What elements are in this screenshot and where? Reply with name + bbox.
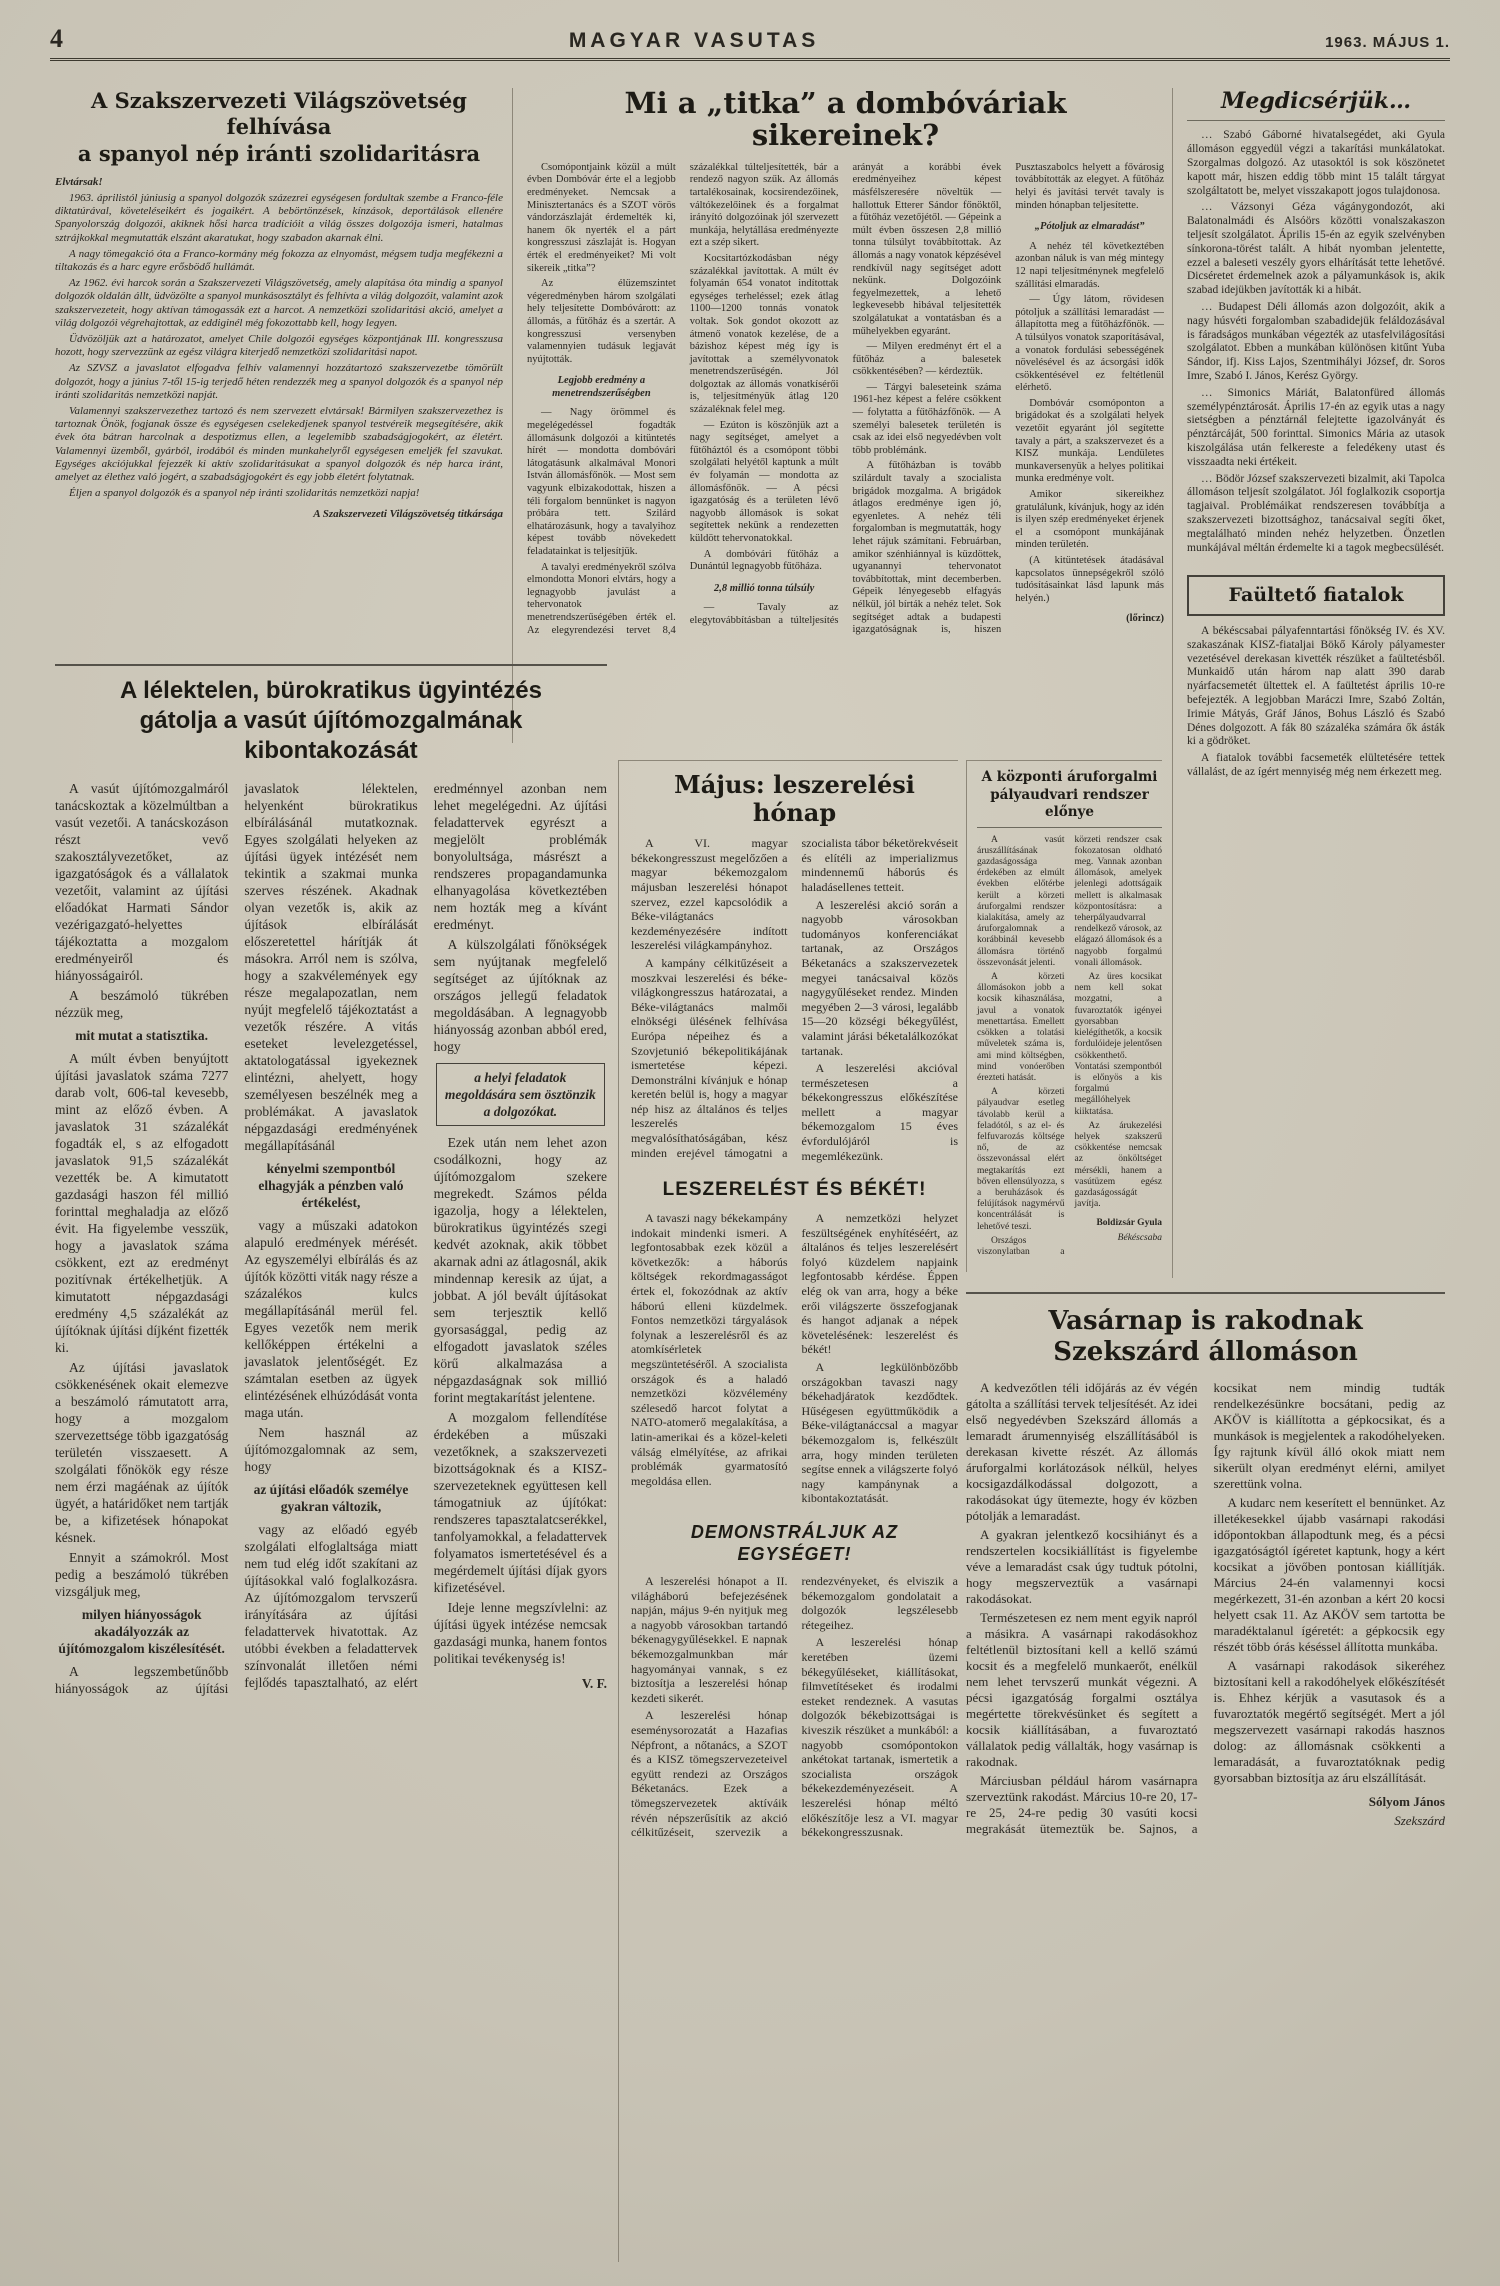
body-paragraph: A vasút áruszállításának gazdaságossága érdekében az elmúlt években előtérbe került a körzeti áruforgalmi rendszer kialakítása, amely az áruforgalomnak a korábbinál kevesebb állomásra történő összevonását jelenti.	[977, 834, 1065, 968]
body-paragraph: Az üres kocsikat nem kell sokat mozgatni, a fuvaroztatók igényei gyorsabban kielégíthetők, a kocsik fordulóideje jelentősen csökkenthető. Vontatási szempontból is előnyös a kis forgalmú megállóhelyek kiiktatása.	[1074, 972, 1162, 1117]
body-paragraph: — Milyen eredményt ért el a fűtőház a balesetek csökkentésében? — kérdeztük.	[852, 341, 1002, 378]
body-paragraph: Dombóvár csomóponton a brigádokat és a szolgálati helyek vezetőit egyaránt jól segítette tavaly a párt, a szakszervezet és a KISZ munkája. Lendületes munkaversenyük a helyes politikai munka eredménye volt.	[1015, 397, 1164, 485]
body-paragraph: A beszámoló tükrében nézzük meg,	[55, 988, 229, 1020]
body-paragraph: A körzeti pályaudvar esetleg távolabb kerül a feladótól, s az el- és felfuvarozás költsége nő, de az összevonással elért megtakarítás ezt bőven ellensúlyozza, s a beruházások és felújítások nagymérvű koncentrálását is lehetővé teszi.	[977, 1087, 1065, 1232]
body-paragraph: Természetesen ez nem ment egyik napról a másikra. A vasárnapi rakodásokhoz feltétlenül biztosítani kell a kellő számú kocsit és a megfelelő munkaerőt, enélkül nem lehet tervszerű munkát végezni. A pécsi igazgatóság forgalmi osztálya megértette törekvésünket és segített a kocsik kiállításában, a fuvaroztató vállalatok pedig vállalták, hogy vasárnap is rakodnak.	[966, 1610, 1198, 1770]
body-paragraph: A leszerelési hónapot a II. világháború befejezésének napján, május 9-én nyitjuk meg a nagyobb városokban tartandó békenagygyűlésekkel. E napnak békemozgalmunkban már hagyományai vannak, s ez biztosítja a leszerelési hónap kezdeti sikerét.	[631, 1574, 788, 1705]
appeal-body	[55, 176, 503, 522]
body-paragraph: Az 1962. évi harcok során a Szakszervezeti Világszövetség, amely alapítása óta mindig a spanyol dolgozók oldalán állt, üdvözölte a spanyol munkásosztályt és felhívta a világ dolgozóit, valamint azok szakszervezeteit, hogy aktívan támogassák ezt a harcot. A nemzetközi szolidaritási akció, amelyet a világ dolgozói végrehajtottak, az eddiginél még fokozottabb kell, hogy legyen.	[55, 277, 503, 329]
signature-place: Békéscsaba	[1117, 1232, 1162, 1243]
body-paragraph: A tavaszi nagy békekampány indokait mindenki ismeri. A legfontosabbak ezek közül a következők: a háborús költségek rekordmagasságot értek el, fokozódnak az aktív háború elleni küzdelmek. Fontos nemzetközi tárgyalások folynak a leszerelésről és az atomkísérletek megszüntetéséről. A szocialista országok és a haladó nemzetközi közvélemény szélesedő harcot folytat a NATO-atomerő megalakítása, a latin-amerikai és a közel-keleti válság elmélyítése, az afrikai problémák gyarmatosító megoldása ellen.	[631, 1211, 788, 1488]
body-paragraph: — Nagy örömmel és megelégedéssel fogadták állomásunk dolgozói a kitüntetés hírét — mondotta dombóvári látogatásunk alkalmával Monori István állomásfőnök. — Most sem vagyunk elbizakodottak, hiszen a téli forgalom bennünket is nagyon próbára tett. Szilárd elhatározásunk, hogy a tavalyihoz képest tovább növekedett feladatainkat is teljesítjük.	[527, 407, 676, 557]
signature: V. F.	[581, 1676, 607, 1691]
body-paragraph: Csomópontjaink közül a múlt évben Dombóvár érte el a legjobb eredményeket. Nemcsak a Minisztertanács és a SZOT vörös vándorzászlaját érdemelték ki, hanem ők nyerték el a párt kongresszusi zászlaját is. Hogyan érték el eredményeiket? Mi volt sikereik „titka”?	[527, 161, 676, 274]
appeal-headline	[55, 88, 503, 167]
body-paragraph: A leszerelési akcióval természetesen a békekongresszus előkészítése mellett a magyar békemozgalom 15 éves évfordulójáról is megemlékezünk.	[801, 1061, 958, 1163]
majus-subhead-demonstraljuk: DEMONSTRÁLJUK AZ EGYSÉGET!	[690, 1521, 899, 1564]
body-paragraph: … Szabó Gáborné hivatalsegédet, aki Gyula állomáson eggyedül végzi a takarítási munkálatokat. Szorgalmas dolgozó. Az utasoktól is sok köszönetet kapott már, hiszen eddig több mint 15 talált tárgyat szolgáltatott be, melyet visszakapott jogos tulajdonosa.	[1187, 129, 1445, 197]
column-subhead: 2,8 millió tonna túlsúly	[713, 582, 815, 594]
body-paragraph: (A kitüntetések átadásával kapcsolatos ünnepségekről szóló tudósításainkat lásd lapunk más helyén.)	[1015, 555, 1164, 604]
body-paragraph: A nagy tömegakció óta a Franco-kormány még fokozza az elnyomást, mégsem tudja megfékezni a tiltakozás és a harc egyre erősbödő hullámát.	[55, 247, 503, 273]
appeal-headline-line2: a spanyol nép iránti szolidaritásra	[77, 140, 481, 166]
article-szekszard	[966, 1292, 1445, 2267]
body-paragraph: … Bödör József szakszervezeti bizalmit, aki Tapolca állomáson teljesít szolgálatot. Jól foglalkozik csoportja tagjaival. Problémáikat rendszeresen továbbítja a szakszervezeti bizottsághoz, tanácsaival segíti őket, megtalálható minden nehéz helyzetben. Önzetlen munkájával méltán érdemelte ki a tagok megbecsülését.	[1187, 472, 1445, 554]
body-paragraph: A legkülönbözőbb országokban tavaszi nagy békehadjáratok kezdődtek. Hűségesen együttműködik a Béke-világtanáccsal a magyar békemozgalom is, felkészült arra, hogy minden területen segítse ennek a világszerte folyó nagy kampánynak a kibontakoztatását.	[801, 1359, 958, 1506]
szekszard-headline-line1: Vasárnap is rakodnak	[1048, 1306, 1363, 1336]
lead-line: Elvtársak!	[55, 175, 103, 188]
szekszard-body	[966, 1380, 1445, 1837]
article-ujitomozgalom	[55, 664, 607, 2264]
aruforgalmi-headline-line2: pályaudvari rendszer előnye	[990, 786, 1149, 821]
body-paragraph: A dombóvári fűtőház a Dunántúl legnagyobb fűtőháza.	[689, 548, 839, 573]
body-paragraph: A nemzetközi helyzet feszültségének enyhítéséért, az általános és teljes leszerelésért folyó küzdelem napjaink legfontosabb kérdése. Éppen elég ok van arra, hogy a béke erői világszerte összefogjanak és hangot adjanak a népek követelésének: leszerelést és békét!	[801, 1211, 958, 1357]
body-paragraph: Az árukezelési helyek szakszerű csökkentése nemcsak az önköltséget mérsékli, hanem a vasútüzem egész gazdaságosságát javítja.	[1074, 1120, 1162, 1210]
body-paragraph: A fűtőházban is tovább szilárdult tavaly a szocialista brigádok mozgalma. A brigádok átlagos eredménye igen jó, egyenletes. A nehéz téli forgalomban is megmutatták, hogy lehet rájuk számítani. Februárban, amikor szénhiánnyal is küzdöttek, ugyanannyi tehervonatot továbbítottak, mint decemberben. Gépeik lényegesebb elfagyás nélkül, jól bírták a nehéz telet. Sok segítséget adtak a budapesti igazgatóságnak is, hiszen Pusztaszabolcs helyett a fővárosig továbbították az elegyet. A fűtőház helyi és javítási tervét tavaly is minden hónapban teljesítette.	[852, 161, 1164, 636]
ujitas-body	[55, 780, 607, 2260]
body-paragraph: Valamennyi szakszervezethez tartozó és nem szervezett elvtársak! Bármilyen szakszervezethez is tartoznak Önök, fogjanak össze és egységesen cselekedjenek spanyol testvéreik megsegítésére, akik évek óta bátran harcolnak a despotizmus ellen, a legelemibb szabadságjogokért, az életért. Valamennyi üzemből, gyárból, irodából és minden munkahelyről egységesen emeljék fel szavukat. Egységes akciójukkal fejezzék ki aktív szolidaritásukat a spanyol dolgozók és nép harca iránt, amelyet az élethez való jogért, a szabadságjogokért és egy jobb életért folytatnak.	[55, 405, 503, 484]
body-paragraph: Nem használ az újítómozgalomnak az sem, hogy	[244, 1425, 418, 1474]
body-paragraph: A kedvezőtlen téli időjárás az év végén gátolta a szállítási tervek teljesítését. Az idei első negyedévben Szekszárd állomás a lemaradt árumennyiség elszállításából is derekasan kivette részét. Az állomás áruforgalmi korlátozások nélkül, helyes kocsigazdálkodással dolgozott, a rakodásokat úgy ütemezte, hogy év közben pótolják a lemaradást.	[966, 1380, 1198, 1524]
signature: A Szakszervezeti Világszövetség titkársága	[313, 508, 503, 521]
body-paragraph: A VI. magyar békekongresszust megelőzően a magyar békemozgalom májusban leszerelési hónapot szervez, ezzel kapcsolódik a Béke-világtanács kezdeményezésére indított leszerelési világkampányhoz.	[631, 836, 788, 953]
body-paragraph: A külszolgálati főnökségek sem nyújtanak megfelelő segítséget az újítóknak az országos jellegű feladatok megoldásában. A legnagyobb hiányosság azonban abból ered, hogy	[433, 937, 607, 1054]
majus-intro	[631, 836, 958, 1163]
body-paragraph: Az élüzemszintet végeredményben három szolgálati hely teljesítette Dombóvárott: az állomás, a fűtőház és a szertár. A kongresszusi versenyben valamennyien tudásuk legjavát nyújtották.	[527, 278, 676, 365]
signature: Sólyom János	[1368, 1794, 1445, 1810]
emphasis-line: milyen hiányosságok akadályozzák az újítómozgalom kiszélesítését.	[58, 1607, 225, 1656]
faultetok-headline: Faültető fiatalok	[1187, 575, 1445, 616]
article-majus	[618, 760, 958, 2262]
body-paragraph: — Ezúton is köszönjük azt a nagy segítséget, amelyet a fűtőháztól és a csomópont többi szolgálati helyétől kaptunk a múlt év folyamán — mondotta az állomásfőnök. — A pécsi igazgatóság és a területen lévő nagyobb állomások is sokat segítettek nekünk a rendezetten küldött tehervonatokkal.	[689, 419, 839, 544]
article-solidarity-appeal	[55, 88, 503, 654]
right-rail	[1172, 88, 1445, 1278]
body-paragraph: Az újítási javaslatok csökkenésének okait elemezve a beszámoló rámutatott arra, hogy a mozgalom szervezettsége több igazgatóság területén visszaesett. A szolgálati főnökök egy része nem érzi magáénak az újítók ügyét, a határidőket nem tartják be, a kifizetések hónapokat késnek.	[55, 1360, 229, 1545]
szekszard-headline-line2: Szekszárd állomáson	[1053, 1337, 1358, 1368]
emphasis-line: az újítási előadók személye gyakran változik,	[253, 1482, 409, 1514]
body-paragraph: Márciusban például három vasárnapra szerveztünk rakodást. Március 10-re 20, 17-re 25, 24-re pedig 30 vasúti kocsi megrakását ütemeztük be. Sajnos, a kocsikat nem mindig tudták rendelkezésünkre bocsátani, pedig az AKÖV is kiállította a gépkocsikat, és a munkások is megjelentek a rakodóhelyeken. Így rajtunk kívül álló okok miatt nem sikerült olyan eredményt elérni, amilyet szerettünk volna.	[966, 1380, 1445, 1837]
column-subhead: „Pótoljuk az elmaradást”	[1034, 221, 1145, 233]
megdicserjuk-headline: Megdicsérjük…	[1187, 88, 1445, 121]
masthead	[50, 26, 1450, 61]
article-aruforgalmi	[966, 760, 1162, 1272]
signature: Boldizsár Gyula	[1096, 1218, 1162, 1229]
article-dombovar	[512, 88, 1164, 743]
body-paragraph: A leszerelési hónap eseménysorozatát a Hazafias Népfront, a nőtanács, a SZOT és a KISZ tömegszervezeteivel együtt rendezi az Országos Béketanács. Ezek a tömegszervezetek aktíváik révén népszerűsítik az akció célkitűzéseit, szervezik a rendezvényeket, és elviszik a békemozgalom gondolatait a dolgozók legszélesebb rétegeihez.	[631, 1574, 958, 1840]
body-paragraph: vagy az előadó egyéb szolgálati elfoglaltsága miatt nem tud elég időt szakítani az újításokkal való foglalkozásra. Az újítómozgalom tervszerű irányítására az újítási feladattervek hivatottak. Az utóbbi években a feladattervek színvonalát illetően némi fejlődés tapasztalható, az elért eredménnyel azonban nem lehet megelégedni. Az újítási feladattervek egyrészt a megjelölt problémák bonyolultsága, másrészt a rendszeres propagandamunka elhanyagolása következtében nem hozták meg a kívánt eredményt.	[244, 781, 607, 1690]
body-paragraph: A nehéz tél következtében azonban náluk is van még mintegy 12 napi teljesítménynek megfelelő szállítási elmaradás.	[1015, 240, 1164, 290]
emphasis-box: a helyi feladatok megoldására sem ösztönzik a dolgozókat.	[436, 1063, 605, 1126]
signature: (lőrincz)	[1126, 613, 1164, 625]
body-paragraph: vagy a műszaki adatokon alapuló eredmények mérését. Az egyszemélyi elbírálás és az újítók közötti viták nagy része a százalékos kulcs megállapításánál merül fel. Egyes vezetők nem merik kellőképpen értékelni a javaslatok jelentőségét. Ez számtalan esetben az ügyek elintézésének elhúzódását vonta maga után.	[244, 1218, 418, 1420]
body-paragraph: A legszembetűnőbb hiányosságok az újítási javaslatok lélektelen, helyenként bürokratikus elbírálásánál mutatkoznak. Egyes szolgálati helyeken az újítási ügyek intézését nem tekintik a szakmai munka szerves részének. Akadnak olyan vezetők is, akik az újítások elbírálását előszeretettel hárítják át másokra. Arról nem is szólva, hogy a szakvélemények egy része megalapozatlan, nem nyújt megfelelő tájékoztatást a vezetők részére. A vitás eseteket levelezgetéssel, aktatologatással igyekeznek elintézni, ahelyett, hogy személyesen beszélnék meg a problémákat. A javaslatok népgazdasági eredményének megállapításánál	[55, 781, 418, 1696]
body-paragraph: Ideje lenne megszívlelni: az újítási ügyek intézése nemcsak gazdasági munka, hanem fontos politikai tevékenység is!	[433, 1600, 607, 1666]
body-paragraph: A tavalyi eredményekről szólva elmondotta Monori elvtárs, hogy a legnagyobb javulást a tehervonatok menetrendszerűségében érték el. Az elegyrendezési tervet 8,4 százalékkal túlteljesítették, bár a rendező nagyon szűk. Az állomás tartalékosainak, kocsirendezőinek, váltókezelőinek és a forgalmat irányító dolgozóinak jól szervezett munkája, helytállása eredményezte ezt a szép sikert.	[527, 161, 839, 636]
body-paragraph: Ennyit a számokról. Most pedig a beszámoló tükrében vizsgáljuk meg,	[55, 1550, 229, 1599]
body-paragraph: A fiatalok további facsemeték elültetésére tettek vállalást, de az ígért mennyiség még nem érkezett meg.	[1187, 752, 1445, 779]
body-paragraph: Az SZVSZ a javaslatot elfogadva felhív valamennyi hozzátartozó szakszervezetbe tömörült dolgozót, hogy a június 7-től 15-ig terjedő héten rendezzék meg a spanyol dolgozók és a spanyol nép iránti szolidaritás nemzetközi napját.	[55, 362, 503, 401]
body-paragraph: Ezek után nem lehet azon csodálkozni, hogy az újítómozgalom szekere megrekedt. Számos példa igazolja, hogy a lélektelen, bürokratikus ügyintézés szegi kedvét azoknak, akik többet akarnak adni az átlagosnál, akik mindennap keresik az újat, a jobbat. A jól bevált újításokat sem terjesztik kellő gyorsasággal, pedig az elfogadott javaslatok széles körű alkalmazása a népgazdaságnak sok millió forint megtakarítást jelentene.	[433, 1135, 607, 1405]
issue-date: 1963. MÁJUS 1.	[1325, 34, 1450, 51]
majus-section-2	[631, 1574, 958, 1841]
ujitas-headline-line2: gátolja a vasút újítómozgalmának kibontakozását	[139, 707, 523, 764]
dombovar-body	[527, 162, 1164, 743]
body-paragraph: A gyakran jelentkező kocsihiányt és a rendszertelen kocsikiállítást is figyelembe véve a lemaradást csak úgy tudtuk pótolni, hogy megszerveztük a vasárnapi rakodásokat.	[966, 1527, 1198, 1607]
megdicserjuk-body	[1187, 129, 1445, 555]
page-number: 4	[50, 24, 63, 53]
dombovar-headline: Mi a „titka” a dombóváriak sikereinek?	[624, 88, 1067, 152]
body-paragraph: A vasárnapi rakodások sikeréhez biztosítani kell a rakodóhelyek előkészítését is. Ehhez kérjük a vasutasok és a fuvaroztatók megértő segítségét. Mert a jól megszervezett vasárnapi rakodás hasznos dolog: az állomásnak csökkenti a lemaradását, a fuvaroztatóknak pedig gyorsabban biztosítja az áru elszállítását.	[1213, 1658, 1445, 1786]
aruforgalmi-headline	[977, 769, 1162, 828]
majus-section-1	[631, 1211, 958, 1506]
body-paragraph: A kudarc nem keserített el bennünket. Az illetékesekkel újabb vasárnapi rakodási időpontokban állapodtunk meg, és a pécsi igazgatóságtól ígéretet kaptunk, hogy a kért kocsikat a jövőben pontosan kiállítják. Március 24-én valamennyi kocsi megérkezett, 31-én azonban a kért 20 kocsi helyett csak 11. Az AKÖV sem tartotta be maradéktalanul ígéretét: a gépkocsik egy részét több órás késéssel állította munkába.	[1213, 1495, 1445, 1655]
ujitas-headline-line1: A lélektelen, bürokratikus ügyintézés	[120, 677, 542, 704]
body-paragraph: … Budapest Déli állomás azon dolgozóit, akik a nagy húsvéti forgalomban szabadidejük feláldozásával is fáradságos munkában végezték az utasfelvilágosítási szolgálatot. Ebben a munkában különösen kitűnt Yuba Sándor, ifj. Kiss Lajos, Szentmihályi József, dr. Soros Imre, Szabó I. János, Kerész György.	[1187, 300, 1445, 382]
szekszard-headline	[966, 1306, 1445, 1368]
emphasis-line: mit mutat a statisztika.	[75, 1028, 209, 1043]
aruforgalmi-body	[977, 835, 1162, 1259]
body-paragraph: … Vázsonyi Géza vágánygondozót, aki Balatonalmádi és Alsóörs közötti vonalszakaszon teljesít szolgálatot. Április 15-én az egyik szelvényben sínkorona-törést talált. A hibát nyomban jelentette, ezzel a baleseti veszély gyors elhárítását tette lehetővé. Dicséretet érdemelnek azok a pályamunkások is, akik szabad idejükben javították ki a hibát.	[1187, 201, 1445, 297]
body-paragraph: A múlt évben benyújtott újítási javaslatok száma 7277 darab volt, 606-tal kevesebb, mint az előző évben. A javaslatok 31 százalékát fogadták el, s az elfogadott javaslatok 91,5 százalékát vezették be. A kimutatott gazdasági haszon fél millió forinttal meghaladja az előző évit. Ha figyelembe vesszük, hogy a javaslatok száma csökkent, ezt az eredményt pozitívnak értékelhetjük. A kimutatott népgazdasági eredmény 4,5 százalékát az újítóknak újítási díjként fizették ki.	[55, 1051, 229, 1355]
article-megdicserjuk	[1187, 88, 1445, 555]
body-paragraph: Üdvözöljük azt a határozatot, amelyet Chile dolgozói egységes központjának III. kongresszusa hozott, hogy szervezzünk az egész világra kiterjedő nemzetközi szolidaritási napot.	[55, 332, 503, 359]
article-faultetok	[1187, 575, 1445, 780]
body-paragraph: A leszerelési akció során a nagyobb városokban tudományos konferenciákat tartanak, az Országos Béketanács a szakszervezetek megyei tanácsaival közös nagygyűléseket rendez. Minden megyében 2—3 városi, legalább 15—20 községi békegyűlést, valamint járási béketalálkozókat tartanak.	[801, 897, 958, 1058]
majus-subhead-leszerelest: LESZERELÉST ÉS BÉKÉT!	[662, 1179, 927, 1201]
body-paragraph: … Simonics Máriát, Balatonfüred állomás személypénztárosát. Április 17-én az egyik utas a nagy sietségben a pénztárnál felejtette igazolványát és pénztárcáját, 500 forinttal. Simonics Mária az utasok kiszolgálása után felkereste a feledékeny utast és visszaadta neki értékeit.	[1187, 386, 1445, 468]
emphasis-line: kényelmi szempontból elhagyják a pénzben való értékelést,	[258, 1161, 404, 1210]
body-paragraph: — Úgy látom, rövidesen pótoljuk a szállítási lemaradást — állapította meg a fűtőházfőnök. — A túlsúlyos vonatok szaporításával, a vonatok fordulási sebességének növelésével és az ácsorgási idők csökkentésével ez feltétlenül elérhető.	[1015, 294, 1164, 394]
body-paragraph: A vasút újítómozgalmáról tanácskoztak a közelmúltban a vasút vezetői. A tanácskozáson részt vevő szakosztályvezetőket, az igazgatóságok és a vállalatok vezetőit, valamint az újítási előadókat Harmati Sándor vezérigazgató-helyettes tájékoztatta a mozgalom eredményeiről és hiányosságairól.	[55, 781, 229, 983]
body-paragraph: Éljen a spanyol dolgozók és a spanyol nép iránti szolidaritás nemzetközi napja!	[69, 487, 420, 500]
ujitas-headline	[55, 676, 607, 766]
body-paragraph: Amikor sikereikhez gratulálunk, kívánjuk, hogy az idén is ilyen szép eredményeket érjenek el a csomópont munkájának minden területén.	[1015, 489, 1164, 551]
majus-headline: Május: leszerelési hónap	[674, 770, 915, 827]
appeal-headline-line1: A Szakszervezeti Világszövetség felhívása	[91, 88, 467, 140]
body-paragraph: Országos viszonylatban a körzeti rendszer csak fokozatosan oldható meg. Vannak azonban állomások, amelyek jelenlegi adottságaik mellett is alkalmasak központosításra: a teherpályaudvarral rendelkező városok, az elágazó állomások és a nagyobb forgalmú vonali állomások.	[977, 834, 1162, 1257]
body-paragraph: A kampány célkitűzéseit a moszkvai leszerelési és béke-világkongresszus határozatai, a Béke-világtanács malmői elnökségi ülésének felhívása Európa népeihez és a Szovjetunió békepolitikájának ismertetése képezi. Demonstrálni kívánjuk e hónap keretén belül is, hogy a magyar nép hisz az általános és teljes leszerelés megvalósíthatóságában, kész minden erejével támogatni a szocialista tábor béketörekvéseit és elítéli az imperializmus mindennemű háborús és haladásellenes tetteit.	[631, 836, 958, 1160]
body-paragraph: — Tavaly az elegytovábbításban a túlteljesítés arányát a korábbi évek eredményeihez képest másfélszeresére növeltük — hallottuk Etterer Sándor főnöktől, a fűtőház vezetőjétől. — Gépeink a múlt évben összesen 2,8 millió tonna túlsúlyt továbbítottak. Az állomás a nagy vonatok képzésével rendkívül nagy segítséget adott nekünk. Dolgozóink fegyelmezettek, a lehető legkevesebb hibával teljesítették szolgálatukat a vontatásban és a műhelyekben egyaránt.	[689, 161, 1002, 626]
body-paragraph: A békéscsabai pályafenntartási főnökség IV. és XV. szakaszának KISZ-fiataljai Bökő Károly pályamester vezetésével derekasan kivették részüket a faültetésből. Munkaidő után három nap alatt 390 darab nyárfacsemetét ültettek el. A faültetést április 10-re befejezték. A legjobban Maráczi Imre, Szabó Zoltán, Irimie Mátyás, Gráf János, Bohus László és Szabó Dénes dolgozott. A fák 80 százaléka számára ők ásták ki a gödröket.	[1187, 625, 1445, 748]
body-paragraph: — Tárgyi baleseteink száma 1961-hez képest a felére csökkent — folytatta a fűtőházfőnök. — A személyi balesetek területén is csak az idei első negyedévben volt több problémánk.	[852, 381, 1002, 456]
faultetok-body	[1187, 625, 1445, 780]
body-paragraph: A körzeti állomásokon jobb a kocsik kihasználása, javul a vonatok menettartása. Emellett csökken a tolatási műveletek száma is, ami mind költségben, mind vonóerőben érezteti hatását.	[977, 972, 1065, 1083]
signature-place: Szekszárd	[1394, 1813, 1445, 1829]
body-paragraph: 1963. áprilistól júniusig a spanyol dolgozók százezrei egységesen fordultak szembe a Franco-féle diktatúrával, követeléseikért és jogaikért. A bebörtönzések, kínzások, deportálások ellenére Spanyolország dolgozói, akiknek hősi harca tradícióit a világ összes dolgozója ismeri, hatalmas sztrájkokkal megmutatták elszánt akaratukat, hogy szabadon akarnak élni.	[55, 191, 503, 244]
column-subhead: Legjobb eredmény a menetrendszerűségben	[552, 375, 651, 399]
aruforgalmi-headline-line1: A központi áruforgalmi	[981, 769, 1158, 785]
body-paragraph: A mozgalom fellendítése érdekében a műszaki vezetőknek, a szakszervezeti bizottságoknak és a KISZ-szervezeteknek együttesen kell támogatniuk az újítókat: rendszeres tapasztalatcserékkel, tanfolyamokkal, a feladattervek folyamatos ismertetésével és a megérdemelt újítási díjak gyors kifizetésével.	[433, 1410, 607, 1595]
body-paragraph: A leszerelési hónap keretében üzemi békegyűléseket, kiállításokat, filmvetítéseket és irodalmi esteket rendeznek. A vasutas dolgozók békebizottságai is kiveszik részüket a munkából: a nagyobb csomópontokon ankétokat tartanak, ismertetik a szocialista országok békekezdeményezéseit. A leszerelési hónap méltó előkészítője lesz a VI. magyar békekongresszusnak.	[801, 1635, 958, 1840]
body-paragraph: Kocsitartózkodásban négy százalékkal javítottak. A múlt év folyamán 654 vonatot indítottak egységes terheléssel; ezek átlag 1100—1200 tonnás vonatok voltak. Sok gondot okozott az átmenő vonatok kezelése, de a bázishoz képest még így is javítottak a személyvonatok menetrendszerűségén. Jól dolgoztak az állomás vonatkísérői is, teljesítményük átlag 120 százaléknak felel meg.	[689, 252, 839, 416]
newspaper-title: MAGYAR VASUTAS	[568, 29, 820, 52]
